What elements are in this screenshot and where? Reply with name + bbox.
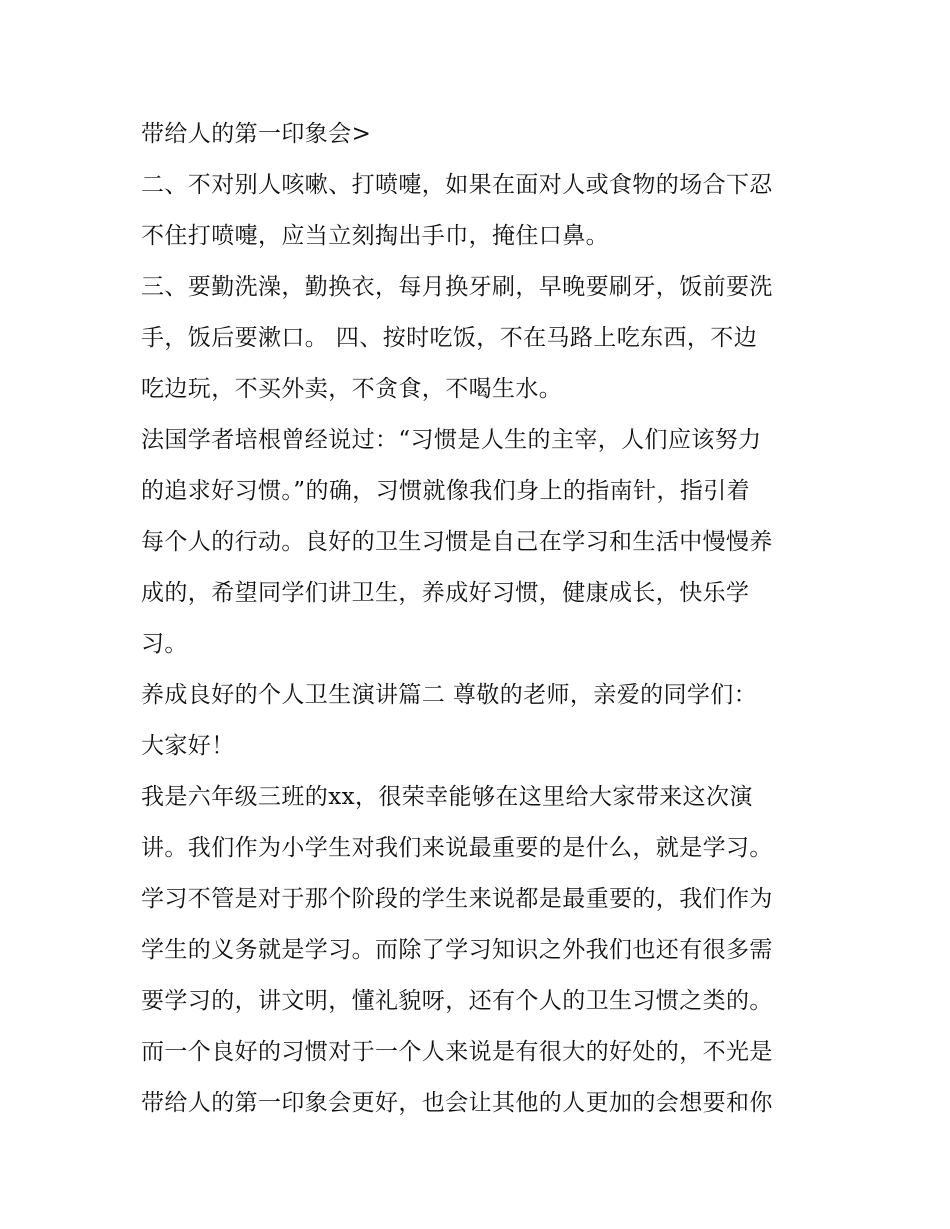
text-line: 成的，希望同学们讲卫生，养成好习惯，健康成长，快乐学 bbox=[141, 580, 750, 606]
text-line: 法国学者培根曾经说过：“习惯是人生的主宰，人们应该努力 bbox=[141, 427, 762, 453]
section-heading-line: 养成良好的个人卫生演讲篇二 尊敬的老师，亲爱的同学们： bbox=[141, 682, 758, 708]
text-line: 三、要勤洗澡，勤换衣，每月换牙刷，早晚要刷牙，饭前要洗 bbox=[141, 274, 773, 300]
text-line: 讲。我们作为小学生对我们来说最重要的是什么，就是学习。 bbox=[141, 835, 773, 861]
document-body bbox=[141, 109, 821, 1129]
text-line: 而一个良好的习惯对于一个人来说是有很大的好处的，不光是 bbox=[141, 1039, 773, 1065]
text-line: 习。 bbox=[141, 631, 188, 657]
text-line: 手，饭后要漱口。 四、按时吃饭，不在马路上吃东西，不边 bbox=[141, 325, 758, 351]
text-line: 吃边玩，不买外卖，不贪食，不喝生水。 bbox=[141, 376, 563, 402]
text-line: 的追求好习惯。”的确，习惯就像我们身上的指南针，指引着 bbox=[141, 478, 751, 504]
text-line: 带给人的第一印象会更好，也会让其他的人更加的会想要和你 bbox=[141, 1090, 773, 1116]
greeting-line: 大家好！ bbox=[141, 733, 235, 759]
text-line: 学生的义务就是学习。而除了学习知识之外我们也还有很多需 bbox=[141, 937, 773, 963]
text-line: 要学习的，讲文明，懂礼貌呀，还有个人的卫生习惯之类的。 bbox=[141, 988, 773, 1014]
text-line: 不住打喷嚏，应当立刻掏出手巾，掩住口鼻。 bbox=[141, 223, 609, 249]
text-line: 我是六年级三班的xx，很荣幸能够在这里给大家带来这次演 bbox=[141, 784, 753, 810]
text-line: 学习不管是对于那个阶段的学生来说都是最重要的，我们作为 bbox=[141, 886, 773, 912]
text-line: 带给人的第一印象会> bbox=[141, 121, 372, 147]
text-line: 二、不对别人咳嗽、打喷嚏，如果在面对人或食物的场合下忍 bbox=[141, 172, 773, 198]
text-line: 每个人的行动。良好的卫生习惯是自己在学习和生活中慢慢养 bbox=[141, 529, 773, 555]
